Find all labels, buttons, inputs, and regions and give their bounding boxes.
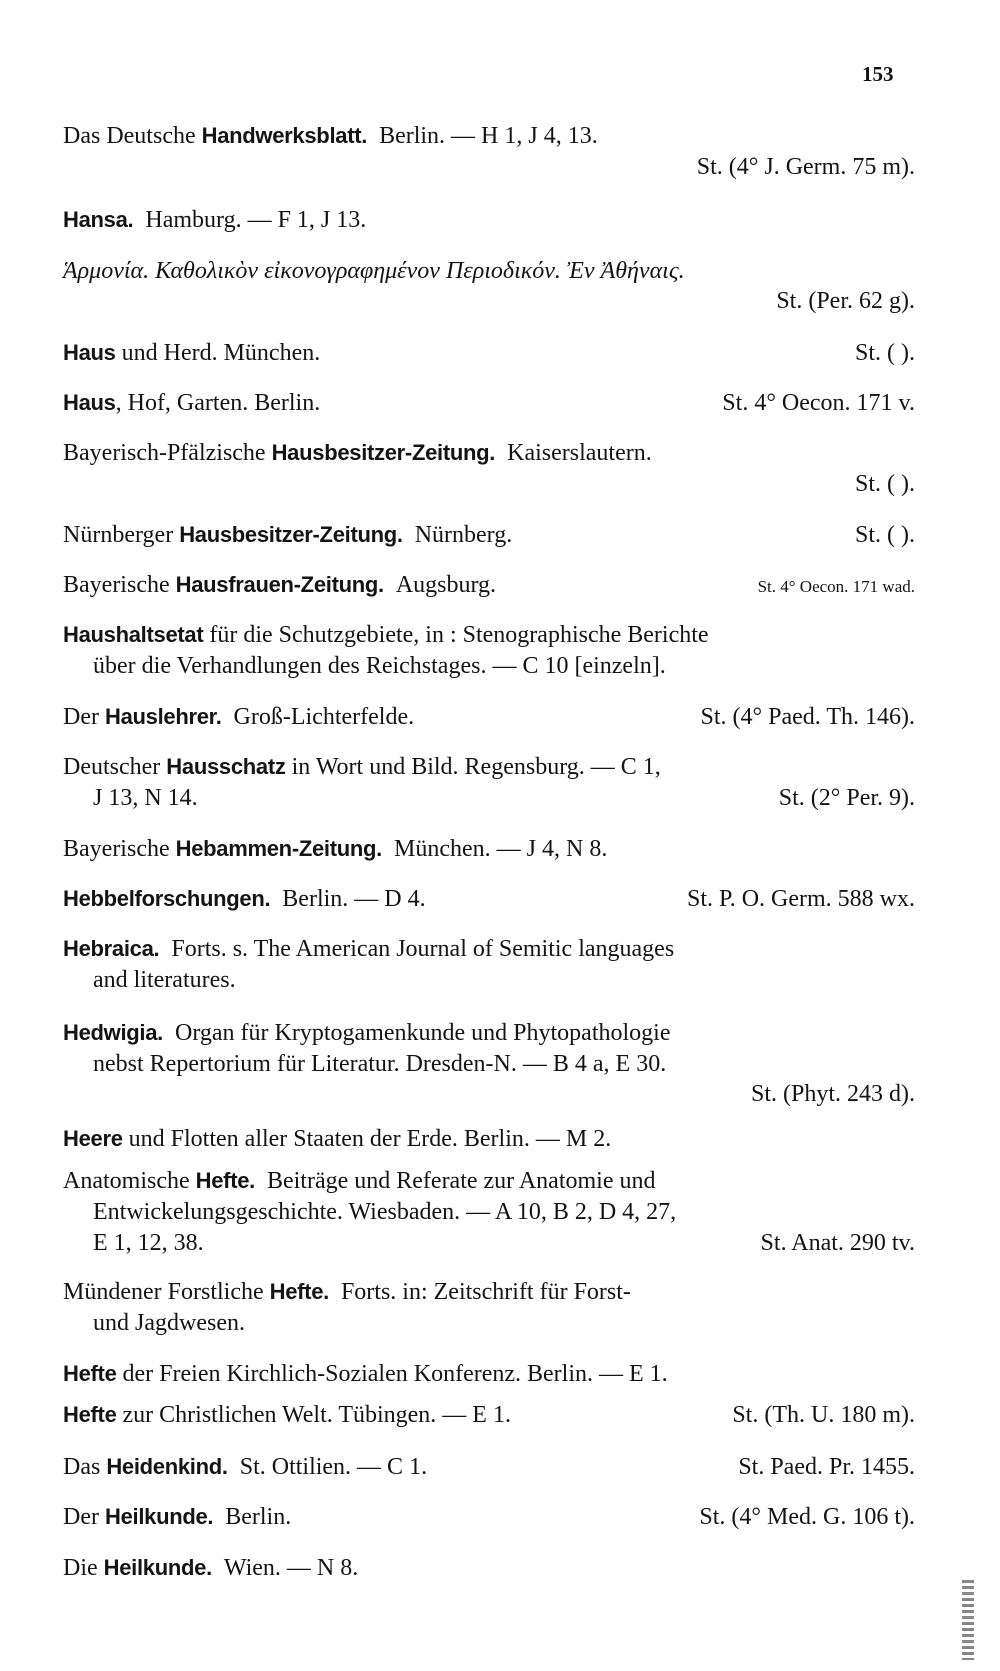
entry-line: and literatures. (93, 967, 236, 993)
entry-hedwigia: Hedwigia. Organ für Kryptogamenkunde und Phytopathologie (63, 1020, 671, 1046)
entry-hefte-kirchlich: Hefte der Freien Kirchlich-Sozialen Konferenz. Berlin. — E 1. (63, 1361, 668, 1387)
keyword: Hebraica. (63, 936, 160, 961)
entry-line: nebst Repertorium für Literatur. Dresden-N. — B 4 a, E 30. (93, 1051, 667, 1077)
entry-line: St. ( ). (855, 471, 915, 497)
entry-line: J 13, N 14. St. (2° Per. 9). (93, 785, 915, 811)
keyword: Hausfrauen-Zeitung. (175, 572, 384, 597)
entry-hausschatz: Deutscher Hausschatz in Wort und Bild. Regensburg. — C 1, (63, 754, 661, 780)
keyword: Hefte (63, 1402, 117, 1427)
page-number: 153 (862, 62, 894, 86)
entry-heere: Heere und Flotten aller Staaten der Erde. Berlin. — M 2. (63, 1126, 612, 1152)
entry-line: St. (Phyt. 243 d). (750, 1081, 915, 1107)
entry-hausbesitzer-pfalz: Bayerisch-Pfälzische Hausbesitzer-Zeitung. Kaiserslautern. (63, 440, 652, 466)
entry-heidenkind: Das Heidenkind. St. Ottilien. — C 1. St. Paed. Pr. 1455. (63, 1454, 915, 1480)
keyword: Hausbesitzer-Zeitung. (271, 440, 496, 465)
keyword: Hebbelforschungen. (63, 886, 271, 911)
entry-handwerksblatt: Das Deutsche Handwerksblatt. Berlin. — H 1, J 4, 13. (63, 123, 598, 149)
entry-line: St. (Per. 62 g). (776, 288, 915, 314)
entry-heilkunde-berlin: Der Heilkunde. Berlin. St. (4° Med. G. 106 t). (63, 1504, 915, 1530)
entry-harmonia: Ἁρμονία. Καθολικὸν εἰκονογραφημένον Περιοδικόν. Ἐν Ἀθήναις. (63, 258, 685, 284)
entry-heilkunde-wien: Die Heilkunde. Wien. — N 8. (63, 1555, 359, 1581)
entry-hebbelforschungen: Hebbelforschungen. Berlin. — D 4. St. P. O. Germ. 588 wx. (63, 886, 915, 912)
entry-anatomische-hefte: Anatomische Hefte. Beiträge und Referate zur Anatomie und (63, 1168, 656, 1194)
keyword: Heidenkind. (106, 1454, 228, 1479)
entry-hebammen: Bayerische Hebammen-Zeitung. München. — J 4, N 8. (63, 836, 608, 862)
keyword: Hedwigia. (63, 1020, 163, 1045)
entry-hebraica: Hebraica. Forts. s. The American Journal of Semitic languages (63, 936, 675, 962)
entry-forstliche-hefte: Mündener Forstliche Hefte. Forts. in: Zeitschrift für Forst- (63, 1279, 631, 1305)
keyword: Heere (63, 1126, 123, 1151)
keyword: Handwerksblatt. (201, 123, 368, 148)
entry-line: und Jagdwesen. (93, 1310, 245, 1336)
entry-haus-herd: Haus und Herd. München. St. ( ). (63, 340, 915, 366)
entry-hefte-christlich: Hefte zur Christlichen Welt. Tübingen. — E 1. St. (Th. U. 180 m). (63, 1402, 915, 1428)
keyword: Hansa. (63, 207, 134, 232)
entry-hausfrauen: Bayerische Hausfrauen-Zeitung. Augsburg. St. 4° Oecon. 171 wad. (63, 572, 915, 598)
keyword: Heilkunde. (103, 1555, 212, 1580)
keyword: Hauslehrer. (104, 704, 222, 729)
scan-edge-artifact (962, 1580, 974, 1660)
keyword: Hefte. (269, 1279, 329, 1304)
entry-line: Entwickelungsgeschichte. Wiesbaden. — A 10, B 2, D 4, 27, (93, 1199, 677, 1225)
entry-hauslehrer: Der Hauslehrer. Groß-Lichterfelde. St. (4° Paed. Th. 146). (63, 704, 915, 730)
keyword: Hebammen-Zeitung. (175, 836, 382, 861)
keyword: Heilkunde. (104, 1504, 214, 1529)
entry-haushaltsetat: Haushaltsetat für die Schutzgebiete, in : Stenographische Berichte (63, 622, 709, 648)
keyword: Hausbesitzer-Zeitung. (179, 522, 403, 547)
keyword: Haushaltsetat (63, 622, 204, 647)
entry-haus-hof: Haus , Hof, Garten. Berlin. St. 4° Oecon. 171 v. (63, 390, 915, 416)
keyword: Hausschatz (166, 754, 286, 779)
entry-hausbesitzer-nuernberg: Nürnberger Hausbesitzer-Zeitung. Nürnberg. St. ( ). (63, 522, 915, 548)
keyword: Hefte (63, 1361, 117, 1386)
keyword: Haus (63, 340, 116, 365)
entry-line: E 1, 12, 38. St. Anat. 290 tv. (93, 1230, 915, 1256)
entry-hansa: Hansa. Hamburg. — F 1, J 13. (63, 207, 367, 233)
keyword: Hefte. (195, 1168, 255, 1193)
keyword: Haus (63, 390, 116, 415)
entry-line: über die Verhandlungen des Reichstages. — C 10 [einzeln]. (93, 653, 666, 679)
entry-line: St. (4° J. Germ. 75 m). (696, 154, 915, 180)
